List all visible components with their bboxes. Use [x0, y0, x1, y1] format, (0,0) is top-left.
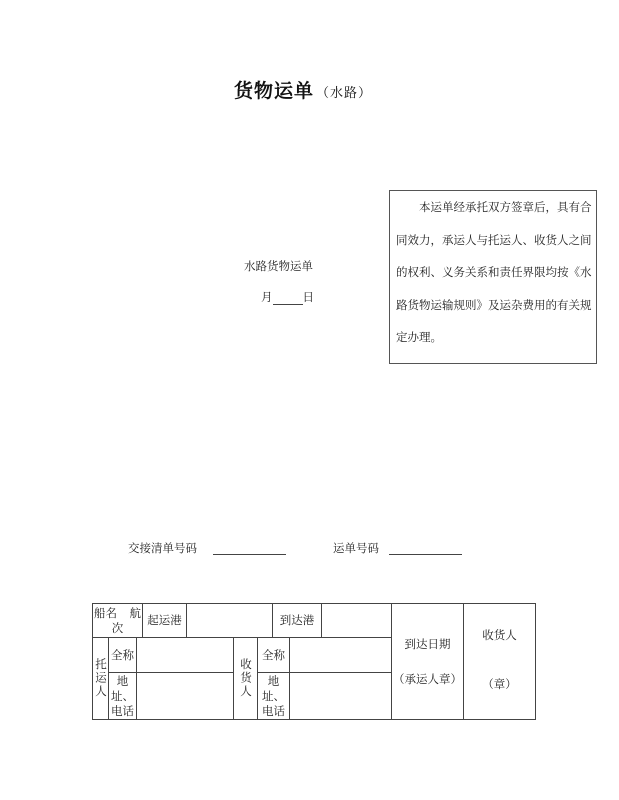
receiver-seal-cell[interactable]	[464, 604, 535, 719]
consignee-address-label: 地址、电话	[262, 673, 285, 718]
ship-voyage-label	[93, 604, 142, 637]
consignee-full-name-field[interactable]	[290, 638, 391, 672]
notice-text: 本运单经承托双方签章后，具有合同效力，承运人与托运人、收货人之间的权利、义务关系和责任界限均按《水路货物运输规则》及运杂费用的有关规定办理。	[396, 200, 592, 344]
consignee-label: 收货人	[239, 658, 253, 699]
table-border-right	[535, 603, 536, 720]
title-subtitle: （水路）	[316, 86, 373, 101]
arrival-date-label: 到达日期	[404, 636, 451, 651]
carrier-seal-label: （承运人章）	[393, 671, 462, 686]
shipper-full-name-label: 全称	[111, 647, 134, 662]
date-line	[261, 289, 314, 305]
voyage-label-part2: 次	[111, 620, 124, 635]
handover-number-label: 交接清单号码	[128, 541, 197, 555]
notice-box	[389, 190, 597, 364]
shipper-address-field[interactable]	[137, 673, 233, 719]
departure-port-label: 起运港	[147, 613, 182, 627]
arrival-port-label: 到达港	[279, 613, 315, 627]
handover-number-field[interactable]	[213, 541, 286, 555]
waybill-number-label: 运单号码	[333, 541, 379, 555]
receiver-label: 收货人	[482, 628, 517, 642]
month-label: 月	[261, 290, 273, 304]
ship-name-label: 船名	[94, 605, 117, 620]
waybill-number-field[interactable]	[389, 541, 462, 555]
day-label: 日	[302, 290, 314, 304]
table-border-bottom	[92, 719, 535, 720]
consignee-full-name-label: 全称	[262, 647, 285, 662]
day-field[interactable]	[273, 292, 303, 305]
voyage-label-part: 航	[129, 605, 141, 620]
shipper-label: 托运人	[94, 658, 108, 699]
arrival-port-field[interactable]	[322, 604, 391, 637]
departure-port-field[interactable]	[187, 604, 272, 637]
shipper-full-name-field[interactable]	[137, 638, 233, 672]
arrival-date-cell[interactable]	[392, 604, 463, 719]
title-main: 货物运单	[234, 80, 315, 102]
receiver-seal-label: （章）	[482, 677, 517, 691]
consignee-address-field[interactable]	[290, 673, 391, 719]
page-title	[234, 76, 372, 103]
shipper-address-label: 地址、电话	[111, 673, 134, 718]
doc-label: 水路货物运单	[244, 259, 313, 273]
